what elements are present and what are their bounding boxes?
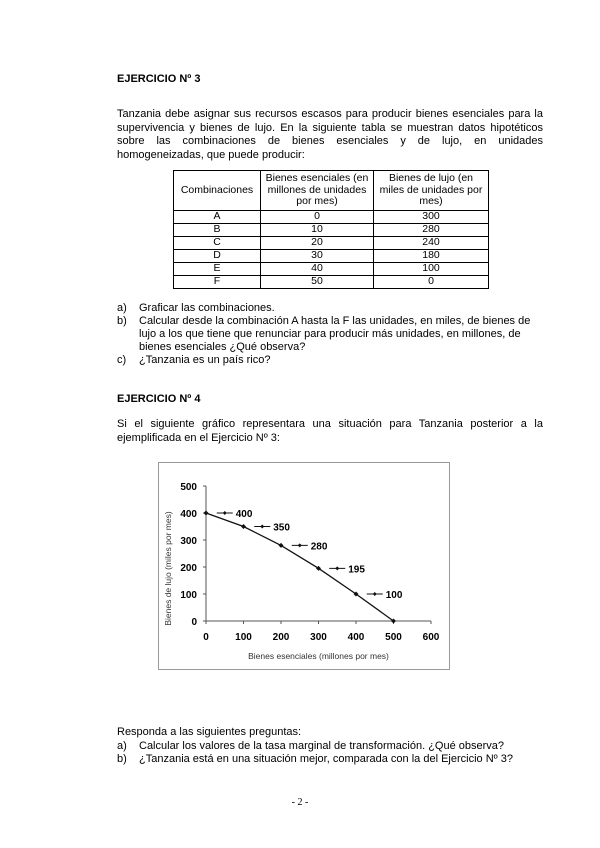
- list-item: [117, 302, 543, 315]
- x-tick-label: 0: [203, 632, 209, 643]
- list-text: Calcular los valores de la tasa marginal de transformación. ¿Qué observa?: [139, 740, 505, 752]
- data-label: 400: [235, 509, 253, 520]
- table-row: [174, 237, 489, 250]
- table-header: Combinaciones: [174, 171, 261, 211]
- data-label-marker: [260, 525, 264, 529]
- x-tick-label: 400: [347, 632, 365, 643]
- x-tick-label: 300: [310, 632, 327, 643]
- y-tick-label: 300: [180, 536, 197, 547]
- list-marker: b): [117, 315, 127, 327]
- exercise-4-title: EJERCICIO Nº 4: [117, 393, 201, 405]
- table-cell: 240: [374, 237, 489, 250]
- y-tick-label: 500: [180, 482, 197, 493]
- list-marker: c): [117, 354, 127, 366]
- questions-title: Responda a las siguientes preguntas:: [117, 726, 302, 738]
- table-cell: 0: [374, 276, 489, 289]
- table-cell: 300: [374, 211, 489, 224]
- page-number: - 2 -: [291, 797, 309, 808]
- table-cell: 20: [261, 237, 374, 250]
- data-label-marker: [373, 592, 377, 596]
- data-label: 195: [348, 564, 365, 576]
- list-item: [117, 753, 557, 766]
- data-label: 280: [310, 541, 328, 553]
- list-text: Graficar las combinaciones.: [139, 302, 275, 314]
- exercise-3-intro: Tanzania debe asignar sus recursos escasos para producir bienes esenciales para la supervivencia y bienes de lujo. En la siguiente tabla se muestran datos hipotéticos sobre las combinaciones de bienes esenciales y de lujo, en unidades homogeneizadas, que puede producir:: [117, 108, 543, 161]
- list-item: [117, 354, 543, 367]
- data-point: [204, 511, 209, 516]
- table-header: Bienes esenciales (en millones de unidades por mes): [261, 171, 374, 211]
- table-cell: 40: [261, 263, 374, 276]
- list-item: [117, 315, 543, 354]
- table-cell: 50: [261, 276, 374, 289]
- table-cell: 180: [374, 250, 489, 263]
- table-cell: B: [174, 224, 261, 237]
- series-line: [206, 513, 394, 621]
- exercise-4-intro: Si el siguiente gráfico representara una situación para Tanzania posterior a la ejemplificada en el Ejercicio Nº 3:: [117, 418, 543, 444]
- list-marker: a): [117, 302, 127, 314]
- table-cell: 30: [261, 250, 374, 263]
- table-cell: 0: [261, 211, 374, 224]
- table-row: [174, 250, 489, 263]
- table-row: [174, 224, 489, 237]
- table-row: [174, 211, 489, 224]
- y-tick-label: 400: [180, 509, 197, 520]
- table-cell: C: [174, 237, 261, 250]
- table-cell: 280: [374, 224, 489, 237]
- table-cell: D: [174, 250, 261, 263]
- list-marker: b): [117, 753, 127, 765]
- y-tick-label: 0: [191, 617, 197, 628]
- y-tick-label: 100: [180, 590, 197, 601]
- x-tick-label: 100: [235, 632, 252, 643]
- x-axis-label: Bienes esenciales (millones por mes): [248, 651, 389, 661]
- table-row: [174, 263, 489, 276]
- exercise-3-title: EJERCICIO Nº 3: [117, 73, 201, 85]
- data-label: 350: [273, 522, 290, 534]
- exercise-3-questions: [117, 302, 543, 367]
- table-cell: E: [174, 263, 261, 276]
- table-cell: F: [174, 276, 261, 289]
- list-item: [117, 740, 557, 753]
- y-tick-label: 200: [180, 563, 197, 574]
- data-label: 100: [385, 590, 403, 601]
- exercise-4-questions: [117, 740, 557, 766]
- data-label-marker: [335, 566, 339, 570]
- table-header-row: [174, 171, 489, 211]
- x-tick-label: 600: [422, 632, 440, 643]
- x-tick-label: 500: [385, 632, 402, 643]
- table-cell: 10: [261, 224, 374, 237]
- list-text: ¿Tanzania está en una situación mejor, comparada con la del Ejercicio Nº 3?: [139, 753, 513, 765]
- table-row: [174, 276, 489, 289]
- list-text: ¿Tanzania es un país rico?: [139, 354, 271, 366]
- data-point: [241, 524, 246, 529]
- table-cell: A: [174, 211, 261, 224]
- y-axis-label: Bienes de lujo (miles por mes): [163, 511, 173, 626]
- list-text: Calcular desde la combinación A hasta la F las unidades, en miles, de bienes de lujo a los que tiene que renunciar para producir más unidades, en millones, de bienes esenciales ¿Qué observa?: [139, 315, 531, 353]
- data-label-marker: [223, 511, 227, 515]
- combinations-table: [173, 170, 489, 289]
- x-tick-label: 200: [272, 632, 290, 643]
- table-header: Bienes de lujo (en miles de unidades por mes): [374, 171, 489, 211]
- table-cell: 100: [374, 263, 489, 276]
- data-label-marker: [298, 543, 302, 547]
- ppf-chart: [158, 462, 450, 670]
- list-marker: a): [117, 740, 127, 752]
- chart-svg: [159, 463, 449, 669]
